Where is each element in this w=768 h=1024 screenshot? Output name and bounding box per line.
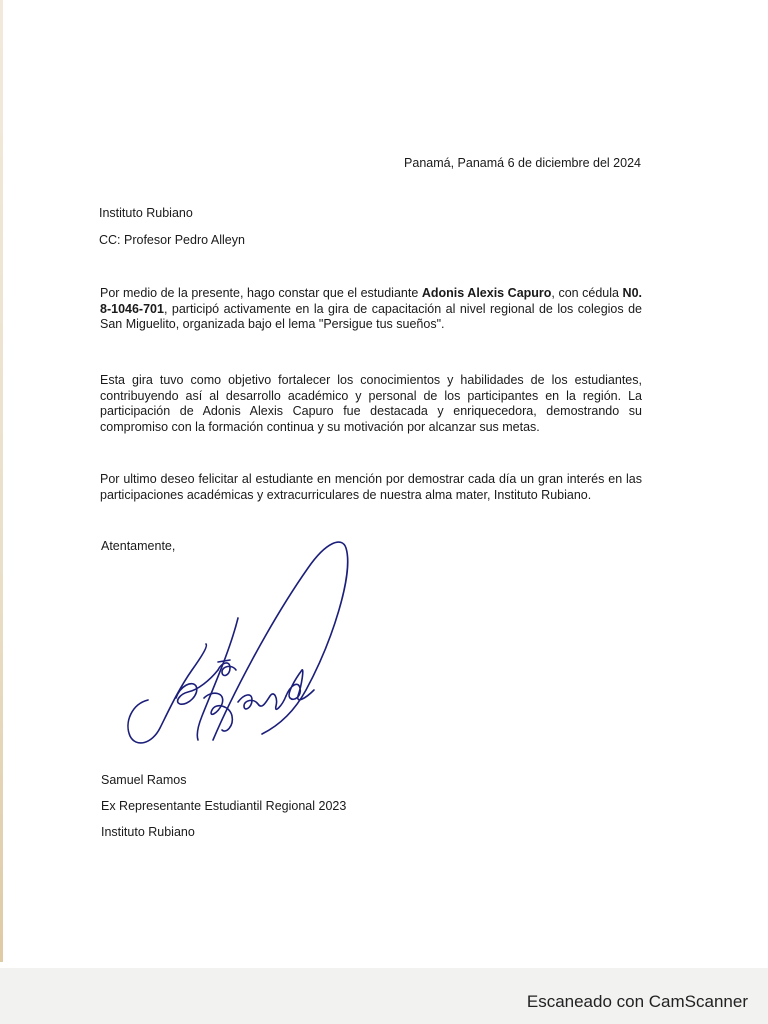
paragraph-certification-text-b: , con cédula bbox=[551, 286, 623, 300]
page-edge-shadow bbox=[0, 0, 3, 962]
paragraph-certification bbox=[100, 286, 642, 333]
signer-name: Samuel Ramos bbox=[101, 773, 187, 787]
signer-title: Ex Representante Estudiantil Regional 2023 bbox=[101, 799, 347, 813]
handwritten-signature bbox=[118, 530, 358, 760]
paragraph-tour-purpose: Esta gira tuvo como objetivo fortalecer los conocimientos y habilidades de los estudiantes, contribuyendo así al desarrollo académico y personal de los participantes en la región. La participación de Adonis Alexis Capuro fue destacada y enriquecedora, demostrando su compromiso con la formación continua y su motivación por alcanzar sus metas. bbox=[100, 373, 642, 435]
scanner-watermark: Escaneado con CamScanner bbox=[526, 992, 748, 1011]
paragraph-congratulation: Por ultimo deseo felicitar al estudiante en mención por demostrar cada día un gran interés en las participaciones académicas y extracurriculares de nuestra alma mater, Instituto Rubiano. bbox=[100, 472, 642, 502]
paragraph-certification-text-a: Por medio de la presente, hago constar que el estudiante bbox=[100, 286, 422, 300]
student-name: Adonis Alexis Capuro bbox=[421, 286, 552, 300]
cc-line: CC: Profesor Pedro Alleyn bbox=[99, 233, 245, 247]
student-id-number: N0. 8-1046-701 bbox=[100, 286, 642, 316]
date-line: Panamá, Panamá 6 de diciembre del 2024 bbox=[404, 156, 641, 170]
recipient-line: Instituto Rubiano bbox=[99, 206, 193, 220]
closing-line: Atentamente, bbox=[101, 539, 176, 553]
signer-institution: Instituto Rubiano bbox=[101, 825, 195, 839]
paragraph-certification-text-c: , participó activamente en la gira de capacitación al nivel regional de los colegios de San Miguelito, organizada bajo el lema "Persigue tus sueños". bbox=[100, 301, 642, 332]
